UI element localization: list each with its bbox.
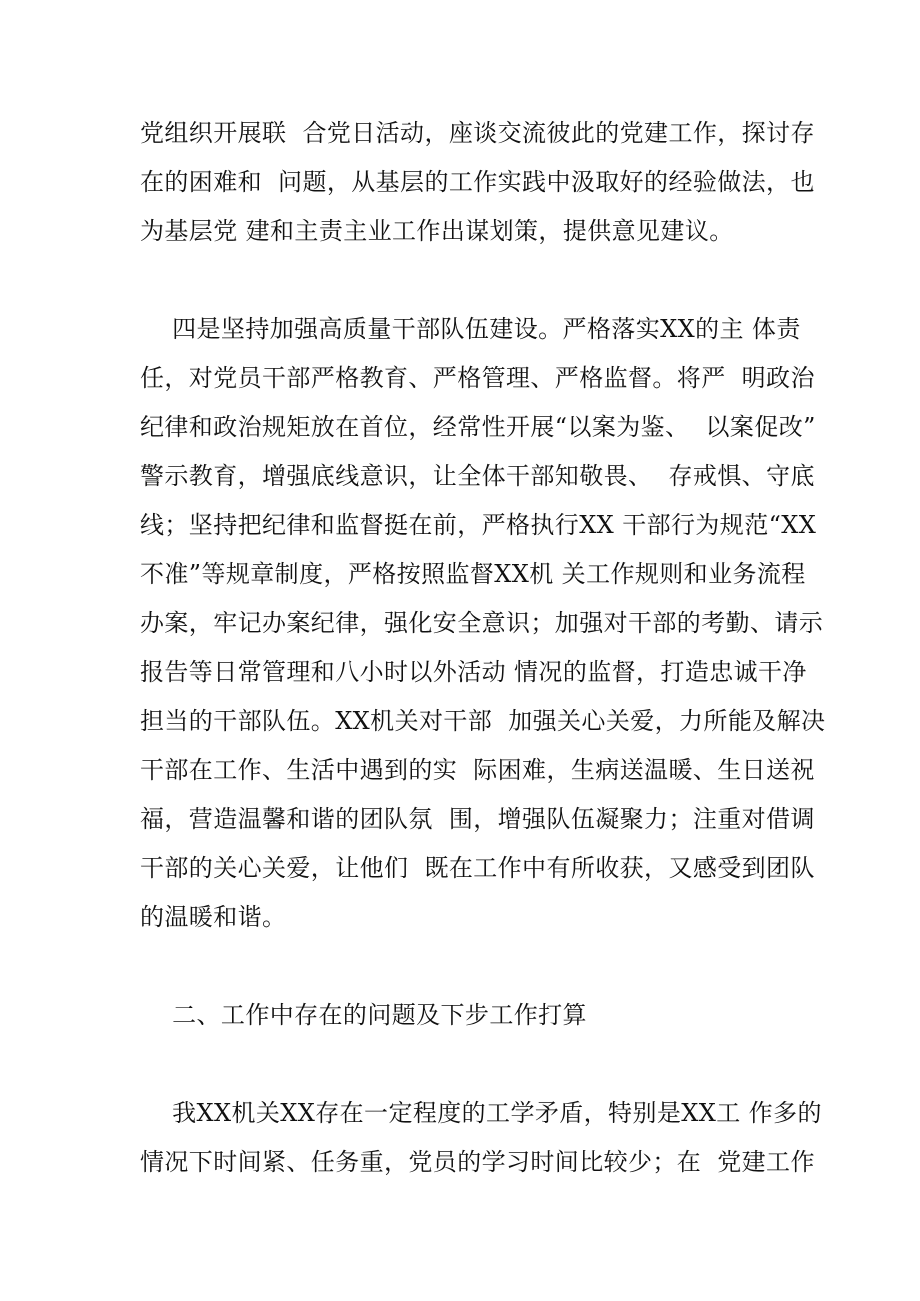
paragraph-2-line-5: 线；坚持把纪律和监督挺在前，严格执行XX 干部行为规范“XX bbox=[140, 511, 817, 539]
paragraph-2-line-9: 担当的干部队伍。XX机关对干部 加强关心关爱，力所能及解决 bbox=[140, 707, 826, 735]
paragraph-2-line-1: 四是坚持加强高质量干部队伍建设。严格落实XX的主 体责 bbox=[140, 315, 801, 343]
paragraph-2-line-13: 的温暖和谐。 bbox=[140, 903, 287, 931]
section-heading: 二、工作中存在的问题及下步工作打算 bbox=[140, 1001, 587, 1029]
paragraph-1-line-3: 为基层党 建和主责主业工作出谋划策，提供意见建议。 bbox=[140, 217, 734, 245]
paragraph-4-line-2: 情况下时间紧、任务重，党员的学习时间比较少；在 党建工作 bbox=[140, 1148, 815, 1176]
paragraph-2-line-4: 警示教育，增强底线意识，让全体干部知敬畏、 存戒惧、守底 bbox=[140, 462, 815, 490]
paragraph-2-line-8: 报告等日常管理和八小时以外活动 情况的监督，打造忠诚干净 bbox=[140, 658, 807, 686]
paragraph-2-line-3: 纪律和政治规矩放在首位，经常性开展“以案为鉴、 以案促改” bbox=[140, 413, 816, 441]
paragraph-2-line-6: 不准”等规章制度，严格按照监督XX机 关工作规则和业务流程 bbox=[140, 560, 806, 588]
paragraph-1-line-1: 党组织开展联 合党日活动，座谈交流彼此的党建工作，探讨存 bbox=[140, 119, 815, 147]
paragraph-2-line-12: 干部的关心关爱，让他们 既在工作中有所收获，又感受到团队 bbox=[140, 854, 815, 882]
paragraph-2-line-7: 办案，牢记办案纪律，强化安全意识；加强对干部的考勤、请示 bbox=[140, 609, 824, 637]
paragraph-2-line-2: 任，对党员干部严格教育、严格管理、严格监督。将严 明政治 bbox=[140, 364, 815, 392]
paragraph-2-line-11: 福，营造温馨和谐的团队氛 围，增强队伍凝聚力；注重对借调 bbox=[140, 805, 815, 833]
paragraph-2-line-10: 干部在工作、生活中遇到的实 际困难，生病送温暖、生日送祝 bbox=[140, 756, 815, 784]
paragraph-4-line-1: 我XX机关XX存在一定程度的工学矛盾，特别是XX工 作多的 bbox=[140, 1099, 822, 1127]
paragraph-1-line-2: 在的困难和 问题，从基层的工作实践中汲取好的经验做法，也 bbox=[140, 168, 815, 196]
